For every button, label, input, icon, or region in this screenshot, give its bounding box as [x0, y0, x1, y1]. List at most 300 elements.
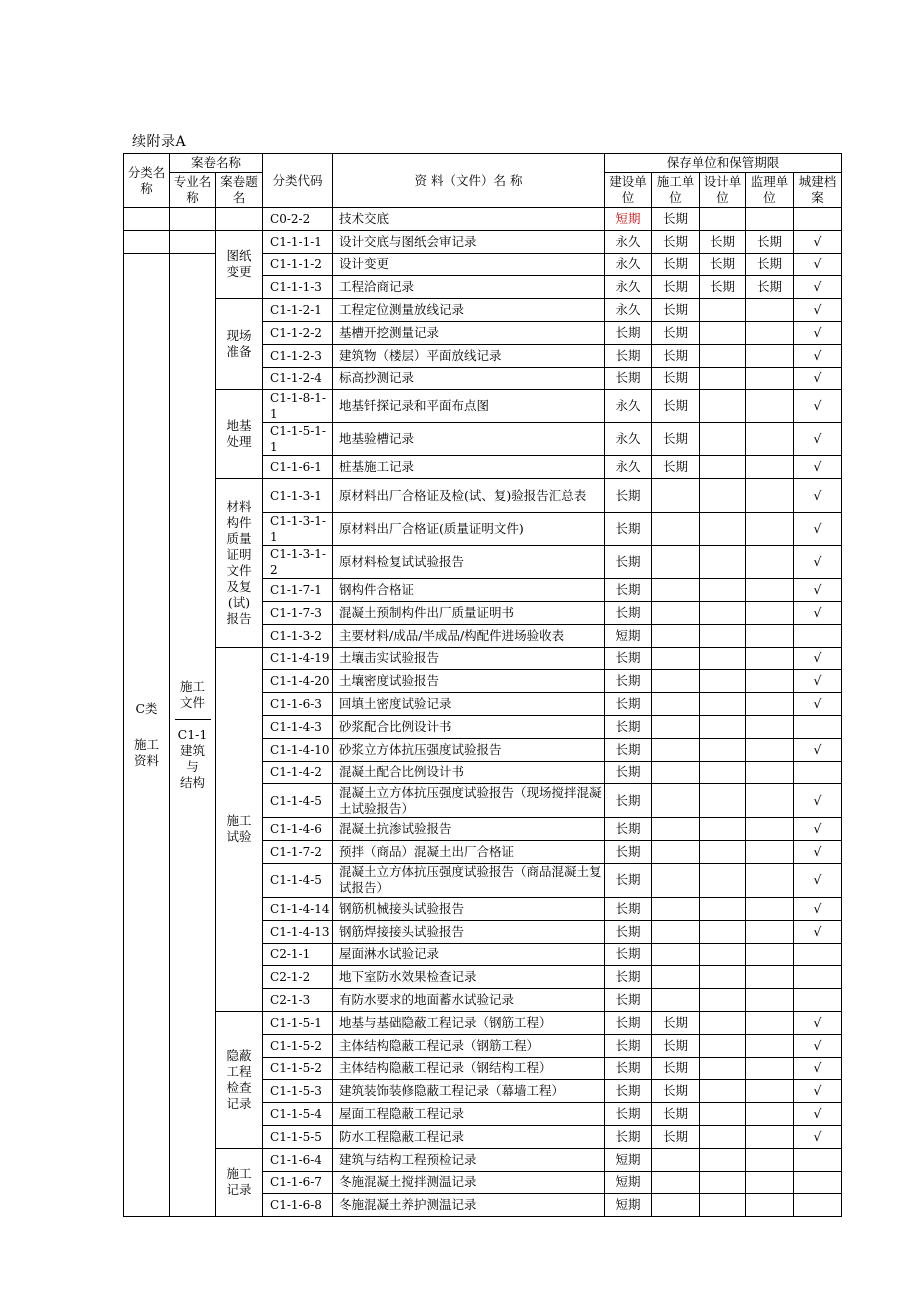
retention-design: [700, 841, 746, 864]
retention-construct: [652, 1148, 700, 1171]
category-c-text: 资料: [133, 752, 159, 768]
table-row: [124, 230, 842, 253]
retention-build: 长期: [605, 1034, 652, 1057]
retention-build: 永久: [605, 456, 652, 479]
volume-group-text: 记录: [226, 1095, 252, 1111]
retention-build: 永久: [605, 423, 652, 456]
table-row: [124, 479, 842, 513]
header-retention: 保存单位和保管期限: [605, 154, 842, 173]
doc-code: C1-1-6-8: [263, 1194, 333, 1217]
retention-build: 长期: [605, 715, 652, 738]
retention-construct: 长期: [652, 230, 700, 253]
retention-build: 永久: [605, 253, 652, 276]
doc-code: C1-1-5-2: [263, 1057, 333, 1080]
retention-supervise: [746, 299, 794, 322]
doc-code: C1-1-4-19: [263, 647, 333, 670]
retention-construct: [652, 647, 700, 670]
retention-archive: √: [794, 863, 842, 897]
doc-name: 砂浆立方体抗压强度试验报告: [333, 738, 605, 761]
retention-design: [700, 693, 746, 716]
retention-build: 短期: [605, 1171, 652, 1194]
retention-archive: √: [794, 479, 842, 513]
volume-group-text: 及复: [226, 578, 252, 594]
doc-name: 基槽开挖测量记录: [333, 321, 605, 344]
doc-code: C1-1-6-7: [263, 1171, 333, 1194]
retention-construct: [652, 1194, 700, 1217]
retention-archive: √: [794, 647, 842, 670]
retention-construct: [652, 513, 700, 546]
retention-design: [700, 1034, 746, 1057]
retention-supervise: [746, 1125, 794, 1148]
retention-archive: [794, 761, 842, 784]
retention-build: 长期: [605, 1057, 652, 1080]
retention-construct: 长期: [652, 1080, 700, 1103]
retention-build: 长期: [605, 670, 652, 693]
volume-group-text: (试): [227, 594, 251, 610]
retention-design: 长期: [700, 253, 746, 276]
retention-build: 长期: [605, 1011, 652, 1034]
doc-name: 桩基施工记录: [333, 456, 605, 479]
doc-name: 混凝土预制构件出厂质量证明书: [333, 601, 605, 624]
retention-design: [700, 1148, 746, 1171]
header-volume-title: 案卷题名: [216, 173, 263, 208]
major-cell-empty: [170, 230, 216, 253]
doc-name: 地基验槽记录: [333, 423, 605, 456]
doc-code: C1-1-4-6: [263, 818, 333, 841]
retention-build: 长期: [605, 601, 652, 624]
doc-name: 设计变更: [333, 253, 605, 276]
retention-supervise: [746, 601, 794, 624]
header-volume: 案卷名称: [170, 154, 263, 173]
doc-code: C1-1-3-2: [263, 624, 333, 647]
retention-supervise: [746, 1080, 794, 1103]
doc-name: 钢筋焊接接头试验报告: [333, 920, 605, 943]
retention-build: 长期: [605, 966, 652, 989]
retention-build: 长期: [605, 1125, 652, 1148]
retention-construct: 长期: [652, 367, 700, 390]
retention-build: 长期: [605, 367, 652, 390]
retention-construct: [652, 897, 700, 920]
header-unit-supervise: 监理单位: [746, 173, 794, 208]
retention-build: 长期: [605, 761, 652, 784]
retention-design: [700, 299, 746, 322]
retention-construct: 长期: [652, 1011, 700, 1034]
header-code: 分类代码: [263, 154, 333, 208]
volume-group-text: 文件: [226, 562, 252, 578]
retention-archive: √: [794, 423, 842, 456]
archive-retention-table: [123, 153, 842, 1217]
doc-code: C2-1-1: [263, 943, 333, 966]
retention-supervise: [746, 1194, 794, 1217]
retention-supervise: [746, 479, 794, 513]
retention-build: 永久: [605, 390, 652, 423]
retention-supervise: [746, 761, 794, 784]
retention-archive: √: [794, 390, 842, 423]
retention-archive: [794, 966, 842, 989]
volume-group-text: 图纸: [226, 248, 252, 264]
retention-supervise: [746, 367, 794, 390]
retention-archive: √: [794, 321, 842, 344]
volume-group-text: 变更: [226, 264, 252, 280]
doc-name: 混凝土配合比例设计书: [333, 761, 605, 784]
retention-supervise: [746, 647, 794, 670]
volume-group-cell: [216, 479, 263, 647]
category-cell-empty: [124, 230, 170, 253]
retention-archive: √: [794, 546, 842, 579]
retention-construct: [652, 784, 700, 818]
retention-build: 短期: [605, 624, 652, 647]
header-major: 专业名称: [170, 173, 216, 208]
volume-group-text: 报告: [226, 610, 252, 626]
major-c1-text: 施工: [179, 678, 205, 694]
major-cell-empty: [170, 208, 216, 231]
retention-supervise: [746, 513, 794, 546]
major-c1-text: C1-1: [177, 726, 208, 742]
retention-design: [700, 579, 746, 602]
retention-construct: [652, 715, 700, 738]
retention-construct: [652, 761, 700, 784]
retention-archive: √: [794, 601, 842, 624]
doc-name: 地下室防水效果检查记录: [333, 966, 605, 989]
retention-design: [700, 863, 746, 897]
retention-supervise: [746, 863, 794, 897]
doc-name: 防水工程隐蔽工程记录: [333, 1125, 605, 1148]
retention-archive: √: [794, 841, 842, 864]
doc-code: C1-1-5-2: [263, 1034, 333, 1057]
doc-name: 地基钎探记录和平面布点图: [333, 390, 605, 423]
doc-name: 屋面淋水试验记录: [333, 943, 605, 966]
retention-design: [700, 601, 746, 624]
retention-supervise: [746, 920, 794, 943]
doc-name: 原材料出厂合格证(质量证明文件): [333, 513, 605, 546]
doc-code: C1-1-6-1: [263, 456, 333, 479]
doc-code: C1-1-4-10: [263, 738, 333, 761]
doc-code: C1-1-7-1: [263, 579, 333, 602]
retention-supervise: [746, 1103, 794, 1126]
retention-construct: 长期: [652, 299, 700, 322]
retention-supervise: [746, 1034, 794, 1057]
doc-code: C1-1-4-13: [263, 920, 333, 943]
table-row: [124, 208, 842, 231]
doc-code: C1-1-5-1: [263, 1011, 333, 1034]
retention-supervise: [746, 818, 794, 841]
retention-design: 长期: [700, 230, 746, 253]
retention-design: [700, 456, 746, 479]
retention-build: 长期: [605, 841, 652, 864]
doc-code: C1-1-2-3: [263, 344, 333, 367]
retention-supervise: [746, 943, 794, 966]
retention-archive: [794, 208, 842, 231]
header-material: 资 料（文件）名 称: [333, 154, 605, 208]
retention-archive: √: [794, 1034, 842, 1057]
doc-name: 工程定位测量放线记录: [333, 299, 605, 322]
header-unit-archive: 城建档案: [794, 173, 842, 208]
retention-archive: √: [794, 1080, 842, 1103]
doc-name: 土壤密度试验报告: [333, 670, 605, 693]
retention-design: [700, 818, 746, 841]
retention-design: [700, 624, 746, 647]
table-row: [124, 390, 842, 423]
doc-name: 土壤击实试验报告: [333, 647, 605, 670]
retention-design: [700, 1080, 746, 1103]
volume-group-cell: [216, 299, 263, 390]
retention-build: 短期: [605, 208, 652, 231]
retention-design: [700, 423, 746, 456]
volume-group-cell: [216, 1148, 263, 1216]
retention-build: 长期: [605, 321, 652, 344]
doc-name: 主体结构隐蔽工程记录（钢结构工程）: [333, 1057, 605, 1080]
retention-design: [700, 989, 746, 1012]
retention-build: 长期: [605, 989, 652, 1012]
retention-design: [700, 715, 746, 738]
volume-group-text: 证明: [226, 546, 252, 562]
retention-archive: √: [794, 1011, 842, 1034]
retention-supervise: [746, 738, 794, 761]
retention-construct: [652, 989, 700, 1012]
retention-archive: √: [794, 693, 842, 716]
doc-code: C1-1-7-2: [263, 841, 333, 864]
doc-code: C1-1-5-1-1: [263, 423, 333, 456]
doc-name: 工程洽商记录: [333, 276, 605, 299]
doc-code: C1-1-2-1: [263, 299, 333, 322]
retention-design: [700, 943, 746, 966]
retention-archive: [794, 624, 842, 647]
doc-name: 有防水要求的地面蓄水试验记录: [333, 989, 605, 1012]
doc-code: C1-1-4-14: [263, 897, 333, 920]
retention-supervise: [746, 624, 794, 647]
retention-archive: √: [794, 670, 842, 693]
retention-build: 长期: [605, 738, 652, 761]
retention-design: [700, 1103, 746, 1126]
volume-group-text: 质量: [226, 530, 252, 546]
doc-code: C1-1-6-3: [263, 693, 333, 716]
retention-construct: 长期: [652, 208, 700, 231]
retention-archive: √: [794, 513, 842, 546]
retention-construct: [652, 601, 700, 624]
doc-name: 混凝土立方体抗压强度试验报告（商品混凝土复试报告）: [333, 863, 605, 897]
retention-supervise: [746, 456, 794, 479]
retention-construct: [652, 818, 700, 841]
volume-group-text: 现场: [226, 328, 252, 344]
retention-supervise: [746, 344, 794, 367]
retention-supervise: [746, 715, 794, 738]
volume-group-text: 工程: [226, 1063, 252, 1079]
retention-construct: 长期: [652, 390, 700, 423]
retention-supervise: 长期: [746, 276, 794, 299]
volume-group-text: 试验: [226, 829, 252, 845]
volume-group-text: 记录: [226, 1182, 252, 1198]
retention-construct: 长期: [652, 253, 700, 276]
volume-group-cell: [216, 1011, 263, 1148]
retention-archive: √: [794, 579, 842, 602]
retention-construct: [652, 670, 700, 693]
retention-design: [700, 761, 746, 784]
doc-name: 技术交底: [333, 208, 605, 231]
retention-supervise: [746, 841, 794, 864]
doc-code: C1-1-1-2: [263, 253, 333, 276]
retention-supervise: [746, 989, 794, 1012]
doc-code: C1-1-4-20: [263, 670, 333, 693]
retention-construct: [652, 841, 700, 864]
doc-code: C1-1-5-5: [263, 1125, 333, 1148]
retention-supervise: [746, 546, 794, 579]
volume-group-text: 地基: [226, 418, 252, 434]
retention-supervise: 长期: [746, 230, 794, 253]
retention-build: 永久: [605, 276, 652, 299]
retention-construct: 长期: [652, 1057, 700, 1080]
retention-design: [700, 738, 746, 761]
retention-build: 永久: [605, 230, 652, 253]
doc-code: C1-1-8-1-1: [263, 390, 333, 423]
retention-construct: 长期: [652, 1103, 700, 1126]
volume-group-cell: [216, 230, 263, 298]
doc-name: 设计交底与图纸会审记录: [333, 230, 605, 253]
retention-construct: 长期: [652, 321, 700, 344]
retention-build: 长期: [605, 1080, 652, 1103]
doc-code: C1-1-6-4: [263, 1148, 333, 1171]
header-unit-design: 设计单位: [700, 173, 746, 208]
retention-archive: [794, 1194, 842, 1217]
retention-supervise: [746, 423, 794, 456]
retention-build: 长期: [605, 479, 652, 513]
retention-supervise: 长期: [746, 253, 794, 276]
major-c1-text: 结构: [179, 774, 205, 790]
retention-archive: √: [794, 1057, 842, 1080]
retention-construct: [652, 863, 700, 897]
major-c1-text: 与: [186, 758, 199, 774]
retention-build: 永久: [605, 299, 652, 322]
retention-construct: [652, 479, 700, 513]
retention-build: 长期: [605, 920, 652, 943]
retention-design: [700, 1011, 746, 1034]
retention-supervise: [746, 1148, 794, 1171]
header-category: 分类名称: [124, 154, 170, 208]
volume-group-text: 隐蔽: [226, 1047, 252, 1063]
doc-name: 建筑与结构工程预检记录: [333, 1148, 605, 1171]
volume-group-text: 构件: [226, 514, 252, 530]
doc-name: 混凝土立方体抗压强度试验报告（现场搅拌混凝土试验报告）: [333, 784, 605, 818]
doc-name: 砂浆配合比例设计书: [333, 715, 605, 738]
retention-supervise: [746, 966, 794, 989]
retention-supervise: [746, 784, 794, 818]
volume-group-text: 材料: [226, 498, 252, 514]
retention-design: [700, 390, 746, 423]
doc-code: C1-1-7-3: [263, 601, 333, 624]
retention-design: [700, 1194, 746, 1217]
retention-design: [700, 479, 746, 513]
retention-archive: [794, 1148, 842, 1171]
table-row: [124, 1148, 842, 1171]
retention-build: 长期: [605, 693, 652, 716]
retention-build: 长期: [605, 1103, 652, 1126]
volume-group-text: 检查: [226, 1079, 252, 1095]
volume-group-text: 施工: [226, 813, 252, 829]
category-c-text: 施工: [133, 736, 159, 752]
volume-group-text: 处理: [226, 434, 252, 450]
retention-archive: √: [794, 1103, 842, 1126]
doc-name: 钢筋机械接头试验报告: [333, 897, 605, 920]
doc-code: C1-1-4-5: [263, 784, 333, 818]
retention-build: 短期: [605, 1194, 652, 1217]
table-row: [124, 1011, 842, 1034]
volume-group-text: 施工: [226, 1166, 252, 1182]
retention-design: [700, 321, 746, 344]
retention-build: 长期: [605, 818, 652, 841]
retention-supervise: [746, 670, 794, 693]
retention-construct: 长期: [652, 423, 700, 456]
doc-code: C2-1-2: [263, 966, 333, 989]
retention-construct: [652, 693, 700, 716]
retention-archive: [794, 989, 842, 1012]
retention-construct: 长期: [652, 1125, 700, 1148]
doc-code: C1-1-3-1-2: [263, 546, 333, 579]
retention-construct: 长期: [652, 1034, 700, 1057]
volume-group-cell: [216, 647, 263, 1011]
doc-name: 屋面工程隐蔽工程记录: [333, 1103, 605, 1126]
retention-build: 长期: [605, 943, 652, 966]
retention-build: 长期: [605, 863, 652, 897]
retention-build: 长期: [605, 579, 652, 602]
header-unit-build: 建设单位: [605, 173, 652, 208]
retention-build: 长期: [605, 897, 652, 920]
major-c1-text: 文件: [179, 694, 205, 710]
retention-archive: √: [794, 784, 842, 818]
retention-archive: √: [794, 897, 842, 920]
retention-supervise: [746, 693, 794, 716]
retention-construct: [652, 1171, 700, 1194]
appendix-caption: 续附录A: [132, 134, 187, 150]
retention-design: [700, 513, 746, 546]
retention-design: [700, 1057, 746, 1080]
doc-name: 原材料出厂合格证及检(试、复)验报告汇总表: [333, 479, 605, 513]
retention-build: 长期: [605, 344, 652, 367]
retention-supervise: [746, 579, 794, 602]
doc-code: C1-1-2-4: [263, 367, 333, 390]
category-c-cell: [124, 253, 170, 1217]
retention-design: [700, 344, 746, 367]
retention-archive: √: [794, 818, 842, 841]
retention-archive: √: [794, 230, 842, 253]
retention-construct: 长期: [652, 456, 700, 479]
retention-archive: √: [794, 299, 842, 322]
doc-code: C0-2-2: [263, 208, 333, 231]
doc-name: 标高抄测记录: [333, 367, 605, 390]
retention-build: 长期: [605, 546, 652, 579]
retention-archive: √: [794, 367, 842, 390]
doc-code: C1-1-2-2: [263, 321, 333, 344]
volume-group-text: 准备: [226, 344, 252, 360]
doc-code: C1-1-1-1: [263, 230, 333, 253]
retention-design: [700, 546, 746, 579]
doc-name: 主体结构隐蔽工程记录（钢筋工程）: [333, 1034, 605, 1057]
retention-archive: √: [794, 276, 842, 299]
retention-design: [700, 897, 746, 920]
retention-archive: [794, 1171, 842, 1194]
retention-construct: 长期: [652, 276, 700, 299]
major-c1-text: 建筑: [179, 742, 205, 758]
retention-build: 长期: [605, 513, 652, 546]
doc-code: C1-1-5-3: [263, 1080, 333, 1103]
retention-construct: [652, 738, 700, 761]
doc-code: C1-1-1-3: [263, 276, 333, 299]
retention-construct: 长期: [652, 344, 700, 367]
retention-archive: [794, 943, 842, 966]
retention-archive: √: [794, 253, 842, 276]
divider-line: [172, 711, 213, 727]
retention-build: 长期: [605, 784, 652, 818]
retention-build: 短期: [605, 1148, 652, 1171]
volume-group-cell: [216, 390, 263, 479]
